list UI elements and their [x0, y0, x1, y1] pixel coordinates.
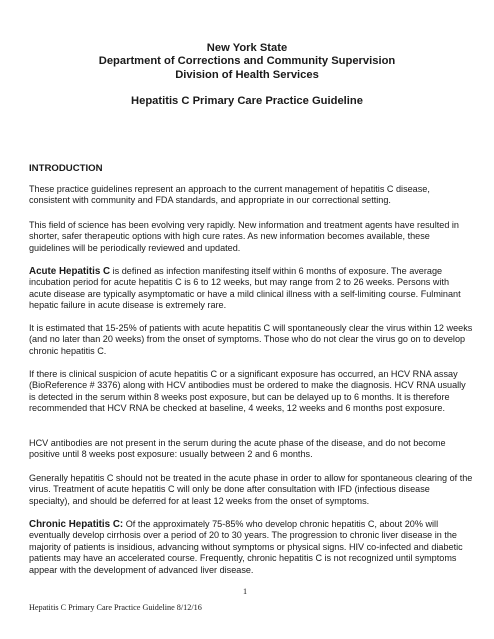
paragraph-chronic-hepatitis: Chronic Hepatitis C: Of the approximately 75-85% who develop chronic hepatitis C, about 20% will eventually develop cirrhosis over a period of 20 to 30 years. The progression to chronic liver disease in the majority of patients is insidious, advancing without symptoms or physical signs. HIV co-infected and diabetic patients may have an accelerated course. Frequently, chronic hepatitis C is not recognized until symptoms appear with the development of advanced liver disease. [29, 519, 463, 575]
header-state: New York State [206, 42, 288, 54]
paragraph-spontaneous-clearance: It is estimated that 15-25% of patients with acute hepatitis C will spontaneously clear the virus within 12 weeks (and no later than 20 weeks) from the onset of symptoms. Those who do not clear the virus go on to develop chronic hepatitis C. [29, 323, 473, 356]
footer-document-label: Hepatitis C Primary Care Practice Guideline 8/12/16 [29, 603, 202, 612]
term-acute-hepatitis-c: Acute Hepatitis C [29, 266, 111, 277]
paragraph-evolving-field: This field of science has been evolving very rapidly. New information and treatment agents have resulted in shorter, safer therapeutic options with high cure rates. As new information becomes available, these guidelines will be periodically reviewed and updated. [29, 220, 459, 253]
header-division: Division of Health Services [175, 68, 319, 81]
term-chronic-hepatitis-c: Chronic Hepatitis C: [29, 519, 124, 530]
agency-header [0, 42, 494, 82]
paragraph-acute-definition: Acute Hepatitis C is defined as infection manifesting itself within 6 months of exposure. The average incubation period for acute hepatitis C is 6 to 12 weeks, but may range from 2 to 26 weeks. Persons with acute disease are typically asymptomatic or have a mild clinical illness with a self-limiting course. Fulminant hepatic failure in acute disease is extremely rare. [29, 266, 461, 311]
document-title: Hepatitis C Primary Care Practice Guideline [131, 95, 363, 107]
paragraph-intro: These practice guidelines represent an approach to the current management of hepatitis C disease, consistent with community and FDA standards, and appropriate in our correctional setting. [29, 184, 430, 206]
paragraph-diagnosis: If there is clinical suspicion of acute hepatitis C or a significant exposure has occurred, an HCV RNA assay (BioReference # 3376) along with HCV antibodies must be ordered to make the diagnosis. HCV RNA usually is detected in the serum within 8 weeks post exposure, but can be delayed up to 6 months. It is therefore recommended that HCV RNA be checked at baseline, 4 weeks, 12 weeks and 6 months post exposure. [29, 369, 466, 414]
section-heading-introduction: INTRODUCTION [29, 163, 103, 174]
paragraph-treatment-timing: Generally hepatitis C should not be treated in the acute phase in order to allow for spontaneous clearing of the virus. Treatment of acute hepatitis C will only be done after consultation with IFD (infectious disease specialty), and should be deferred for at least 12 weeks from the onset of symptoms. [29, 473, 473, 506]
header-department: Department of Corrections and Community Supervision [98, 55, 396, 68]
page-number: 1 [243, 587, 248, 596]
paragraph-antibodies: HCV antibodies are not present in the serum during the acute phase of the disease, and do not become positive until 8 weeks post exposure: usually between 2 and 6 months. [29, 438, 446, 460]
